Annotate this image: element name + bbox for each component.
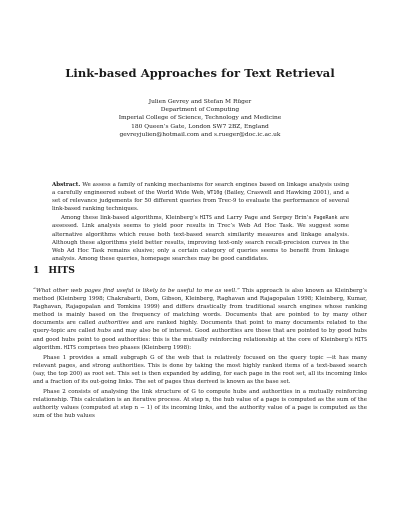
section-body [33,287,367,421]
section-number: 1 [33,265,40,276]
abstract-paragraph-2: Among these link-based algorithms, Kleinberg’s HITS and Larry Page and Sergey Brin’s PageRank are assessed. Link analysis seems to yield poor results in Trec’s Web Ad Hoc Task. We suggest some alternative algorithms which reuse both text-based search similarity measures and linkage analysis. Although these algorithms yield better results, improving text-only search recall-precision curves in the Web Ad Hoc Task remains elusive; only a certain category of queries seems to benefit from linkage analysis. Among these queries, homepage searches may be good candidates. [52,215,349,262]
author-block [0,98,400,139]
author-department: Department of Computing [160,107,240,114]
quote: “What other web pages find useful is likely to be useful to me as well.” [33,288,240,294]
author-institution: Imperial College of Science, Technology and Medicine [118,115,282,122]
author-email: gevreyjulien@hotmail.com and s.rueger@doc.ic.ac.uk [119,131,281,138]
algorithm-name-hits: HITS [199,215,212,222]
abstract [52,181,349,263]
author-names: Julien Gevrey and Stefan M Rüger [148,99,252,105]
algorithm-name-pagerank: PageRank [313,215,338,222]
paper-title: Link-based Approaches for Text Retrieval [65,66,335,80]
body-paragraph-2: Phase 1 provides a small subgraph G of the web that is relatively focused on the query topic —it has many relevant pages, and strong authorities. This is done by taking the most highly ranked items of a text-based search (say, the top 200) as root set. This set is then expanded by adding, for each page in the root set, all its incoming links and a fraction of its out-going links. The set of pages thus derived is known as the base set. [33,354,367,386]
author-address: 180 Queen’s Gate, London SW7 2BZ, England [131,123,269,130]
dataset-name: WT10g [207,190,223,197]
section-title: HITS [48,265,75,276]
abstract-paragraph-1: Abstract. We assess a family of ranking mechanisms for search engines based on linkage analysis using a carefully engineered subset of the World Wide Web, WT10g (Bailey, Craswell and Hawking 2001), and a set of relevance judgements for 50 different queries from Trec-9 to evaluate the performance of several link-based ranking techniques. [52,182,350,213]
abstract-heading: Abstract. [52,182,81,188]
body-paragraph-1: “What other web pages find useful is likely to be useful to me as well.” This approach is also known as Kleinberg’s method (Kleinberg 1998; Chakrabarti, Dom, Gibson, Kleinberg, Raghavan and Rajagopalan 1998; Kleinberg, Kumar, Raghavan, Rajagopalan and Tomkins 1999) and differs drastically from traditional search engines whose ranking method is mainly based on the frequency of matching words. Documents that are pointed to by many other documents are called authorities and are ranked highly. Documents that point to many documents related to the query-topic are called hubs and may also be of interest. Good authorities are those that are pointed to by good hubs and good hubs point to good authorities: this is the mutually reinforcing relationship at the core of Kleinberg’s HITS algorithm. HITS comprises two phases (Kleinberg 1998): [33,288,368,351]
body-paragraph-3: Phase 2 consists of analysing the link structure of G to compute hubs and authorities in a mutually reinforcing relationship. This calculation is an iterative process. At step n, the hub value of a page is computed as the sum of the authority values (computed at step n − 1) of its incoming links, and the authority value of a page is computed as the sum of the hub values [33,389,367,420]
section-heading [33,265,75,276]
